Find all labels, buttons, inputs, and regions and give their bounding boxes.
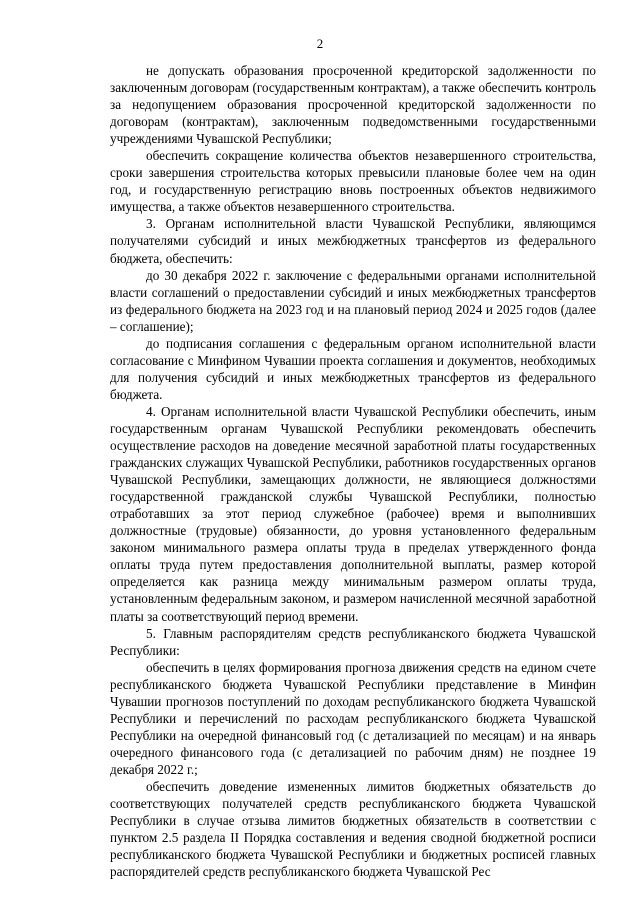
paragraph: обеспечить сокращение количества объектов незавершенного строительства, сроки завершения строительства которых превысили плановые более чем на один год, и государственную регистрацию вновь построенных объектов недвижимого имущества, а также объектов незавершенного строительства. [110,148,596,215]
paragraph: до подписания соглашения с федеральным органом исполнительной власти согласование с Минфином Чувашии проекта соглашения и документов, необходимых для получения субсидий и иных межбюджетных трансфертов из федерального бюджета. [110,335,596,402]
paragraph: 3. Органам исполнительной власти Чувашской Республики, являющимся получателями субсидий и иных межбюджетных трансфертов из федерального бюджета, обеспечить: [110,216,596,266]
paragraph: не допускать образования просроченной кредиторской задолженности по заключенным договорам (государственным контрактам), а также обеспечить контроль за недопущением образования просроченной кредиторской задолженности по договорам (контрактам), заключенным подведомственными государственными учреждениями Чувашской Республики; [110,63,596,147]
paragraph: 4. Органам исполнительной власти Чувашской Республики обеспечить, иным государственным органам Чувашской Республики рекомендовать обеспечить осуществление расходов на доведение месячной заработной платы государственных гражданских служащих Чувашской Республики, работников государственных органов Чувашской Республики, замещающих должности, не являющиеся должностями государственной гражданской службы Чувашской Республики, полностью отработавших за этот период служебное (рабочее) время и выполнивших должностные (трудовые) обязанности, до уровня установленного федеральным законом минимального размера оплаты труда в пределах утвержденного фонда оплаты труда путем предоставления дополнительной выплаты, размер которой определяется как разница между минимальным размером оплаты труда, установленным федеральным законом, и размером начисленной месячной заработной платы за соответствующий период времени. [110,403,596,624]
page-number: 2 [316,36,324,51]
paragraph: до 30 декабря 2022 г. заключение с федеральными органами исполнительной власти соглашений о предоставлении субсидий и иных межбюджетных трансфертов из федерального бюджета на 2023 год и на плановый период 2024 и 2025 годов (далее – соглашение); [110,267,596,334]
paragraph: обеспечить доведение измененных лимитов бюджетных обязательств до соответствующих получателей средств республиканского бюджета Чувашской Республики в случае отзыва лимитов бюджетных обязательств в соответствии с пунктом 2.5 раздела II Порядка составления и ведения сводной бюджетной росписи республиканского бюджета Чувашской Республики и бюджетных росписей главных распорядителей средств республиканского бюджета Чувашской Рес [110,778,596,880]
document-body [110,62,596,880]
paragraph: обеспечить в целях формирования прогноза движения средств на едином счете республиканского бюджета Чувашской Республики представление в Минфин Чувашии прогнозов поступлений по доходам республиканского бюджета Чувашской Республики и перечислений по расходам республиканского бюджета Чувашской Республики на очередной финансовый год (с детализацией по месяцам) и на январь очередного финансового года (с детализацией по рабочим дням) не позднее 19 декабря 2022 г.; [110,659,596,777]
paragraph: 5. Главным распорядителям средств республиканского бюджета Чувашской Республики: [110,625,596,658]
